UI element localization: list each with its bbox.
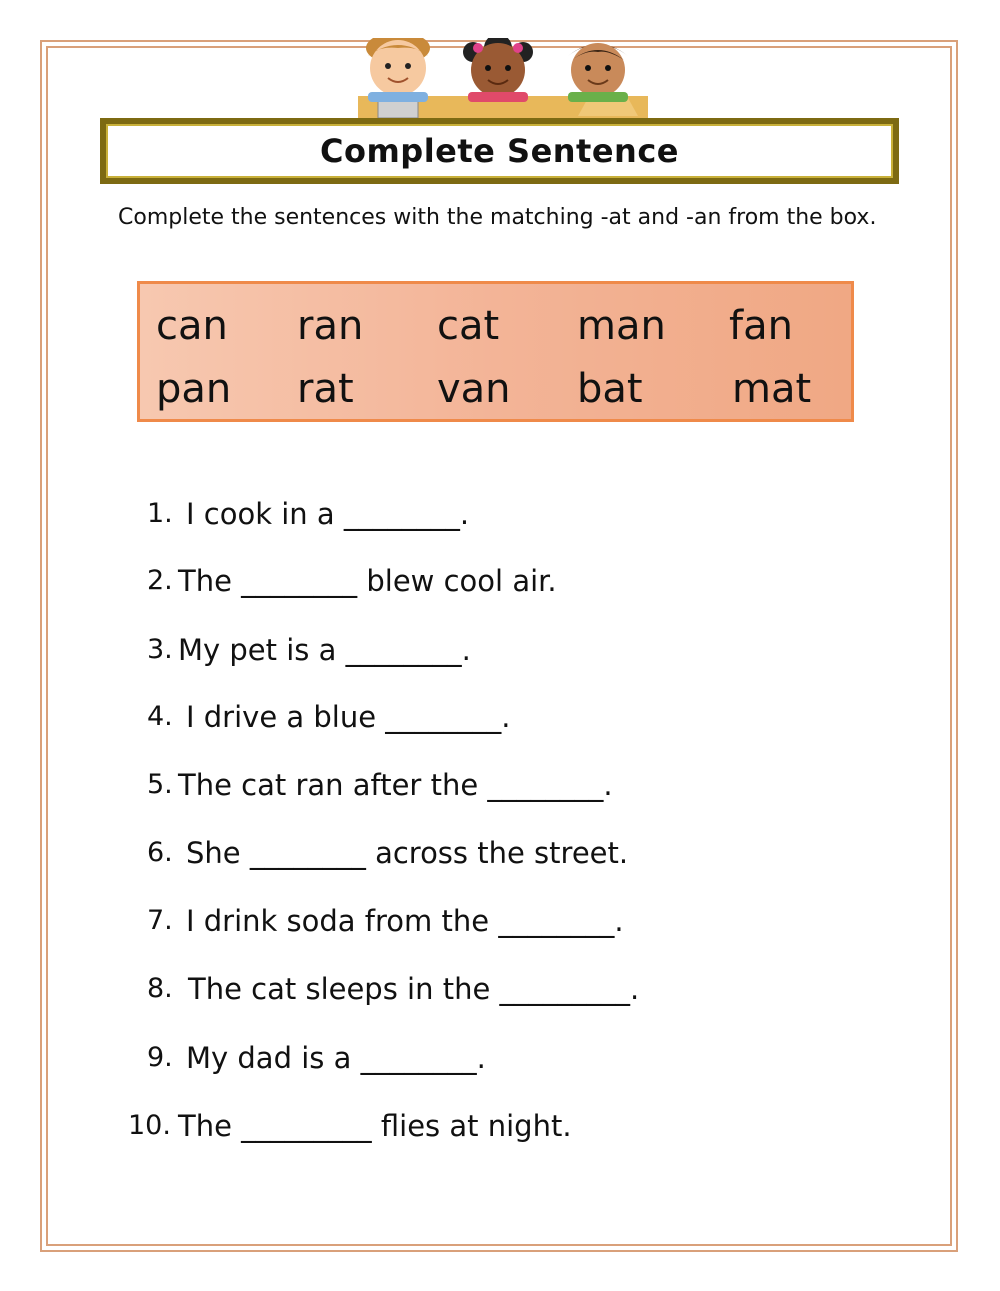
word-bank-item: fan [729, 303, 793, 349]
word-bank-item: can [156, 303, 228, 349]
sentence-number: 10. [128, 1110, 171, 1141]
sentence-text: The cat sleeps in the _________. [188, 972, 640, 1006]
sentence-text: I drive a blue ________. [186, 700, 511, 734]
word-bank-item: rat [297, 366, 354, 412]
sentence-text: I drink soda from the ________. [186, 904, 624, 938]
kids-illustration [338, 38, 660, 118]
page-title: Complete Sentence [319, 132, 679, 170]
sentence-text: The cat ran after the ________. [178, 768, 613, 802]
sentence-text: My dad is a ________. [186, 1041, 486, 1075]
sentence-number: 7. [147, 905, 173, 936]
sentence-number: 8. [147, 973, 173, 1004]
sentence-text: She ________ across the street. [186, 836, 629, 870]
sentence-number: 3. [147, 634, 173, 665]
word-bank-item: van [437, 366, 511, 412]
sentence-number: 1. [147, 498, 173, 529]
instructions: Complete the sentences with the matching -at and -an from the box. [118, 205, 877, 230]
sentence-number: 2. [147, 565, 173, 596]
word-bank-item: cat [437, 303, 500, 349]
sentence-text: The ________ blew cool air. [178, 564, 557, 598]
word-bank-box [137, 281, 854, 422]
sentence-text: I cook in a ________. [186, 497, 470, 531]
word-bank-item: ran [297, 303, 364, 349]
word-bank-item: mat [732, 366, 812, 412]
title-box [100, 118, 899, 184]
sentence-text: My pet is a ________. [178, 633, 471, 667]
word-bank-item: pan [156, 366, 232, 412]
sentence-number: 4. [147, 701, 173, 732]
word-bank-item: bat [577, 366, 643, 412]
sentence-number: 6. [147, 837, 173, 868]
sentence-number: 5. [147, 769, 173, 800]
sentence-text: The _________ flies at night. [178, 1109, 572, 1143]
sentence-number: 9. [147, 1042, 173, 1073]
word-bank-item: man [577, 303, 666, 349]
